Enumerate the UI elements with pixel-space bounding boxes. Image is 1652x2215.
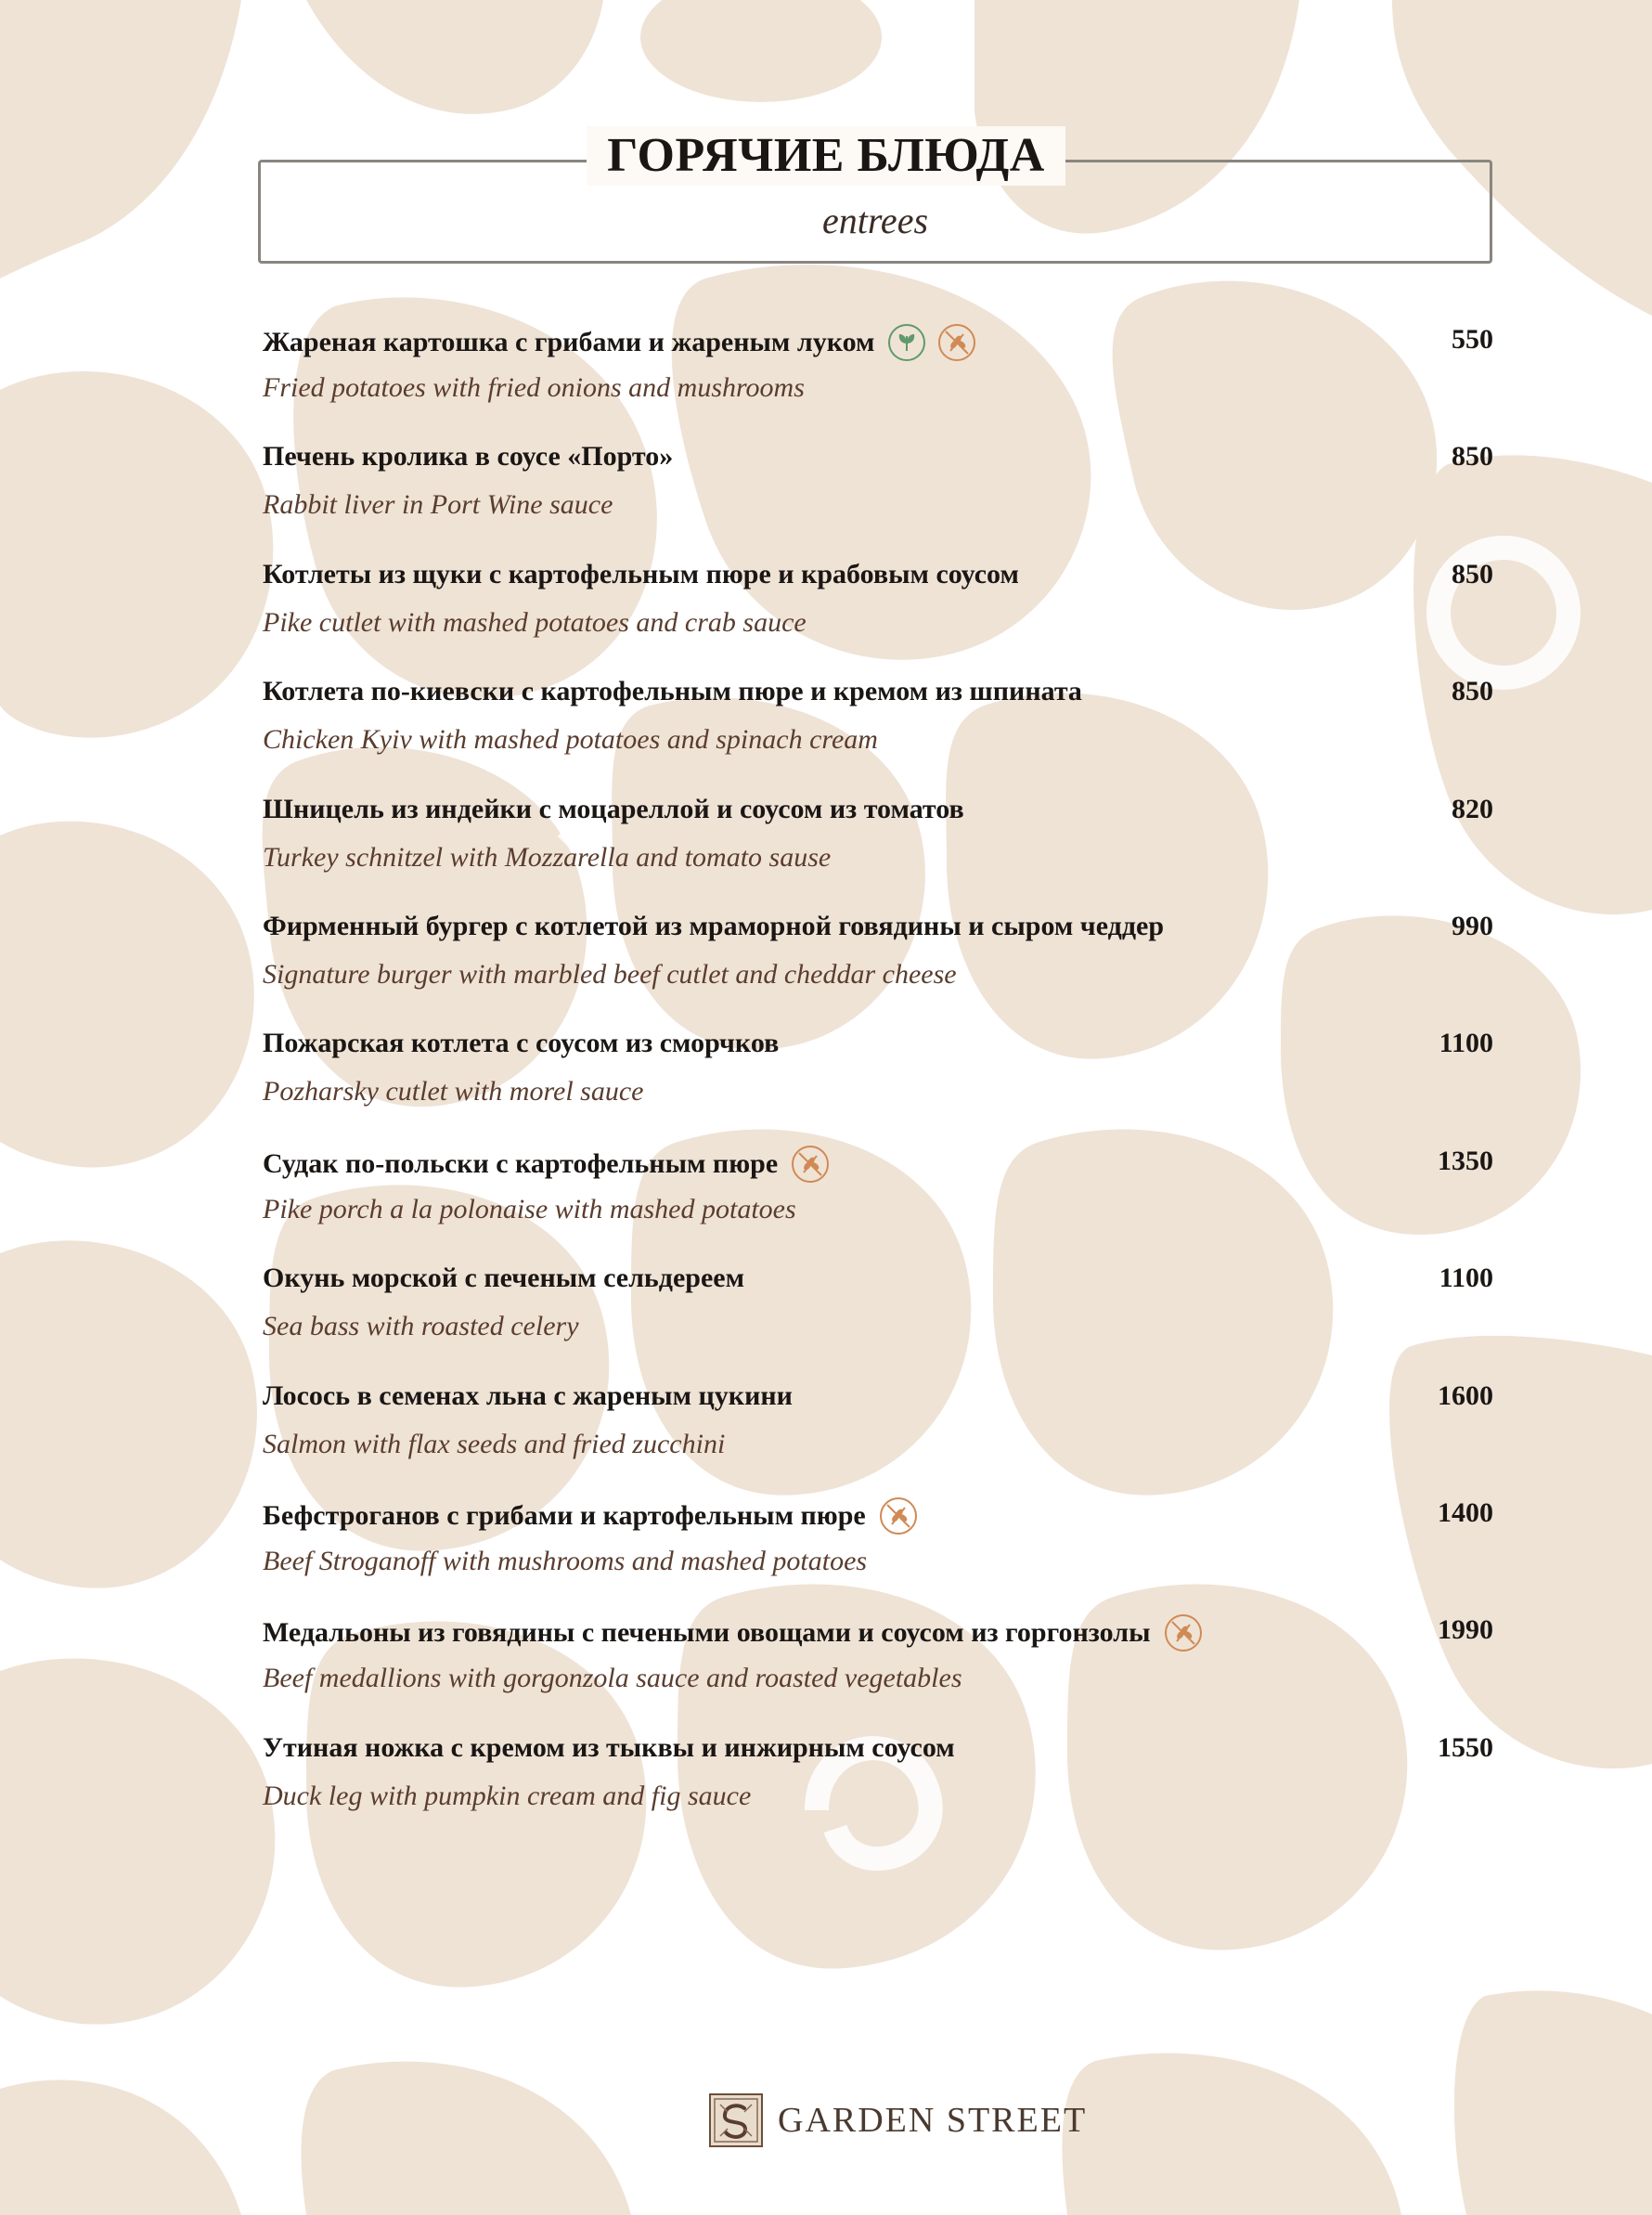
- dish-name-ru: [263, 1613, 1203, 1652]
- menu-item: [263, 900, 1493, 1017]
- dish-price: 1100: [1439, 1263, 1493, 1294]
- page-title-wrap: [0, 126, 1652, 186]
- menu-item: [263, 549, 1493, 666]
- dish-name-en: Pike cutlet with mashed potatoes and crab sauce: [263, 606, 807, 638]
- menu-item: [263, 1135, 1493, 1252]
- menu-item: [263, 1370, 1493, 1487]
- dish-name-ru: [263, 558, 1019, 591]
- menu-item: [263, 431, 1493, 548]
- dish-name-en: Sea bass with roasted celery: [263, 1311, 579, 1342]
- brand-name: GARDEN STREET: [778, 2101, 1088, 2140]
- dish-price: 1990: [1438, 1614, 1493, 1646]
- dish-name-ru-text: Фирменный бургер с котлетой из мраморной говядины и сыром чеддер: [263, 910, 1165, 941]
- dish-name-en: Rabbit liver in Port Wine sauce: [263, 489, 613, 521]
- vegetarian-icon: [887, 323, 926, 362]
- menu-list: [263, 314, 1493, 1839]
- dish-price: 850: [1452, 558, 1493, 589]
- dish-name-ru: [263, 675, 1082, 708]
- dish-name-ru: [263, 1380, 793, 1413]
- dish-name-ru: [263, 1262, 744, 1295]
- dish-name-ru: [263, 1496, 918, 1535]
- dish-price: 850: [1452, 441, 1493, 473]
- gluten-free-icon: [879, 1496, 918, 1535]
- dish-name-en: Chicken Kyiv with mashed potatoes and spinach cream: [263, 724, 878, 756]
- dish-name-ru-text: Окунь морской с печеным сельдереем: [263, 1263, 745, 1294]
- gluten-free-icon: [937, 323, 976, 362]
- dish-name-en: Turkey schnitzel with Mozzarella and tomato sause: [263, 841, 832, 873]
- dish-price: 820: [1452, 793, 1493, 824]
- dish-name-ru-text: Шницель из индейки с моцареллой и соусом из томатов: [263, 793, 964, 824]
- dish-name-en: Pozharsky cutlet with morel sauce: [263, 1076, 644, 1108]
- menu-item: [263, 1604, 1493, 1721]
- dish-name-ru-text: Лосось в семенах льна с жареным цукини: [263, 1380, 793, 1411]
- dish-name-ru: [263, 793, 964, 826]
- dish-price: 990: [1452, 910, 1493, 941]
- menu-item: [263, 1722, 1493, 1839]
- dish-name-ru: [263, 1731, 955, 1765]
- dish-price: 1600: [1438, 1380, 1493, 1411]
- dish-name-ru: [263, 440, 673, 473]
- dish-price: 1550: [1438, 1731, 1493, 1763]
- dish-price: 550: [1452, 324, 1493, 355]
- dish-name-en: Pike porch a la polonaise with mashed potatoes: [263, 1193, 796, 1224]
- dish-name-en: Beef medallions with gorgonzola sauce and roasted vegetables: [263, 1663, 962, 1694]
- menu-item: [263, 1487, 1493, 1604]
- dish-name-en: Salmon with flax seeds and fried zucchini: [263, 1428, 726, 1459]
- menu-item: [263, 666, 1493, 783]
- dish-name-en: Beef Stroganoff with mushrooms and mashed potatoes: [263, 1545, 868, 1576]
- gluten-free-icon: [791, 1145, 830, 1184]
- dish-name-ru-text: Печень кролика в соусе «Порто»: [263, 441, 674, 473]
- dish-name-ru-text: Жареная картошка с грибами и жареным луком: [263, 327, 875, 357]
- dish-name-en: Duck leg with pumpkin cream and fig sauce: [263, 1780, 752, 1811]
- dish-price: 1100: [1439, 1028, 1493, 1059]
- menu-item: [263, 1252, 1493, 1369]
- dish-price: 1400: [1438, 1496, 1493, 1528]
- garden-street-logo-icon: [709, 2093, 763, 2147]
- dish-name-ru-text: Пожарская котлета с соусом из сморчков: [263, 1028, 780, 1059]
- menu-item: [263, 314, 1493, 431]
- menu-item: [263, 784, 1493, 900]
- menu-item: [263, 1017, 1493, 1134]
- dish-name-ru-text: Судак по-польски с картофельным пюре: [263, 1147, 779, 1179]
- dish-name-ru: [263, 910, 1164, 943]
- dish-price: 850: [1452, 676, 1493, 707]
- dish-name-ru-text: Медальоны из говядины с печеными овощами и соусом из горгонзолы: [263, 1617, 1151, 1649]
- gluten-free-icon: [1164, 1613, 1203, 1652]
- page-title: ГОРЯЧИЕ БЛЮДА: [587, 126, 1065, 186]
- dish-price: 1350: [1438, 1145, 1493, 1176]
- dish-name-ru: [263, 323, 976, 362]
- dish-name-ru-text: Утиная ножка с кремом из тыквы и инжирным соусом: [263, 1731, 955, 1763]
- dish-name-en: Fried potatoes with fried onions and mushrooms: [263, 372, 805, 403]
- dish-name-ru-text: Бефстроганов с грибами и картофельным пюре: [263, 1499, 866, 1531]
- page-subtitle: entrees: [821, 200, 929, 241]
- dish-name-ru: [263, 1027, 779, 1060]
- dish-name-en: Signature burger with marbled beef cutlet and cheddar cheese: [263, 958, 957, 990]
- footer-brand: [709, 2093, 1087, 2147]
- dish-name-ru: [263, 1145, 830, 1184]
- dish-name-ru-text: Котлета по-киевски с картофельным пюре и кремом из шпината: [263, 676, 1082, 707]
- dish-name-ru-text: Котлеты из щуки с картофельным пюре и крабовым соусом: [263, 558, 1019, 589]
